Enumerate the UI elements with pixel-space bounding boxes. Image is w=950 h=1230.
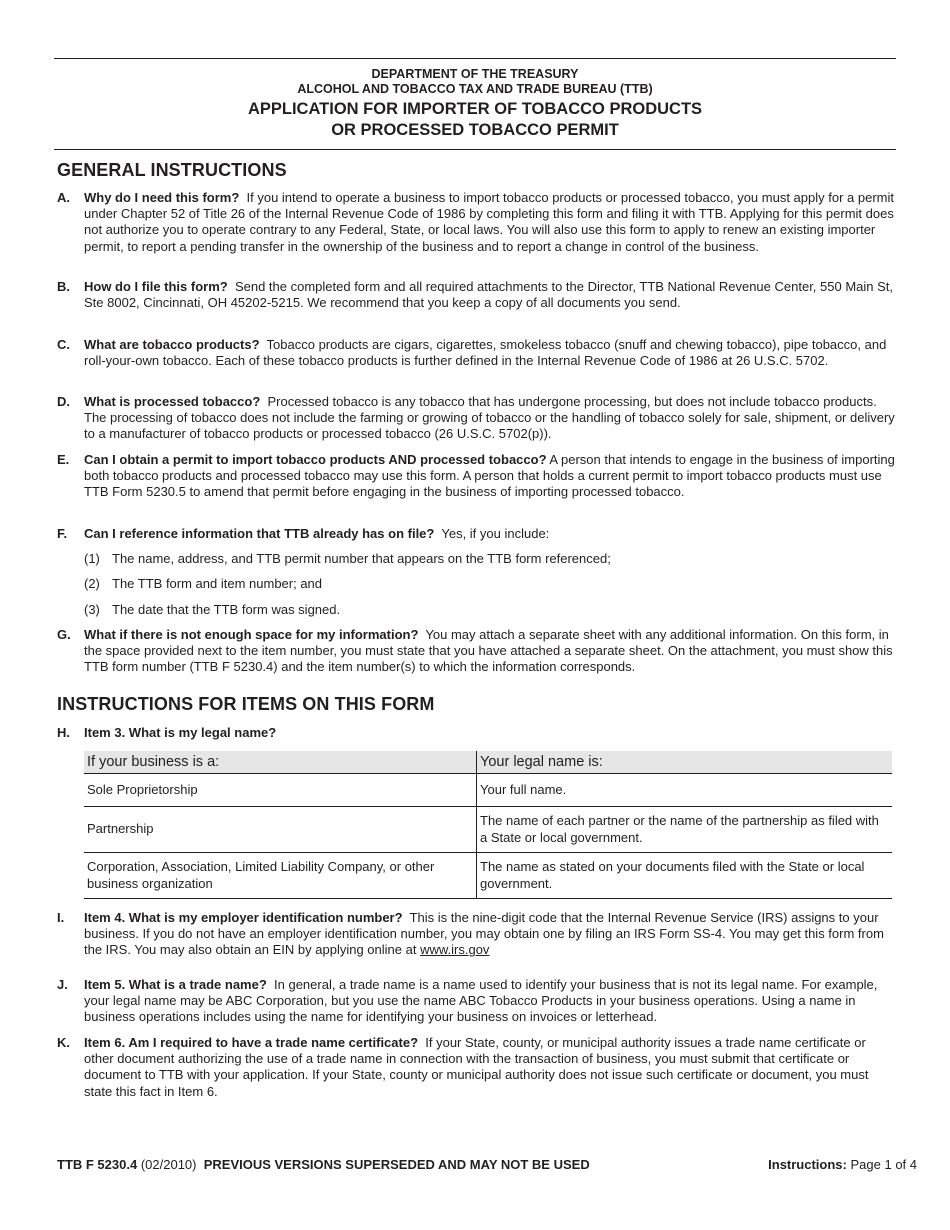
legal-name-cell: The name of each partner or the name of the partnership as filed with a State or local government.	[477, 807, 893, 853]
instruction-item-h	[57, 725, 897, 741]
subitem-number: (1)	[84, 551, 100, 566]
item-question: Item 4. What is my employer identification number?	[84, 910, 403, 925]
subitem-text: The name, address, and TTB permit number that appears on the TTB form referenced;	[112, 551, 611, 566]
subitem-number: (2)	[84, 576, 100, 591]
item-letter: H.	[57, 725, 70, 740]
instruction-item-j	[57, 977, 897, 1026]
legal-name-cell: Your full name.	[477, 774, 893, 807]
item-question: Why do I need this form?	[84, 190, 240, 205]
item-text: Send the completed form and all required attachments to the Director, TTB National Revenue Center, 550 Main St, Ste 8002, Cincinnati, OH 45202-5215. We recommend that you keep a copy of all documents you send.	[84, 279, 894, 311]
form-footer-left	[57, 1157, 590, 1172]
instruction-item-i	[57, 910, 897, 959]
item-question: Can I reference information that TTB already has on file?	[84, 526, 435, 541]
item-letter: J.	[57, 977, 68, 992]
column-header-business: If your business is a:	[84, 751, 477, 774]
item-text: Tobacco products are cigars, cigarettes, smokeless tobacco (snuff and chewing tobacco), pipe tobacco, and roll-your-own tobacco. Each of these tobacco products is further defined in the Internal Revenue Code of 1986 at 26 U.S.C. 5702.	[84, 337, 887, 369]
business-type-cell: Sole Proprietorship	[84, 774, 477, 807]
f-subitem-2	[84, 576, 322, 591]
item-text: You may attach a separate sheet with any additional information. On this form, in the space provided next to the item number, you must state that you have attached a separate sheet. On the attachment, you must show this TTB form number (TTB F 5230.4) and the item number(s) to which the information corresponds.	[84, 627, 893, 675]
item-question: What if there is not enough space for my information?	[84, 627, 419, 642]
instruction-item-e	[57, 452, 897, 501]
f-subitem-3	[84, 602, 340, 617]
page-label: Instructions:	[768, 1157, 847, 1172]
item-text: A person that intends to engage in the business of importing both tobacco products and processed tobacco may use this form. A person that holds a current permit to import tobacco products must use TTB Form 5230.5 to amend that permit before engaging in the business of importing processed tobacco.	[84, 452, 895, 500]
legal-name-table	[84, 751, 892, 899]
item-letter: F.	[57, 526, 68, 541]
item-letter: K.	[57, 1035, 70, 1050]
item-letter: G.	[57, 627, 71, 642]
bureau-name: ALCOHOL AND TOBACCO TAX AND TRADE BUREAU (TTB)	[297, 82, 653, 96]
item-text: If your State, county, or municipal authority issues a trade name certificate or other document authorizing the use of a trade name in connection with the transaction of business, you must submit that certificate or document to TTB with your application. If your State, county or municipal authority does not issue such certificate or document, you must state this fact in Item 6.	[84, 1035, 869, 1099]
instruction-item-g	[57, 627, 897, 676]
business-type-cell: Corporation, Association, Limited Liability Company, or other business organization	[84, 853, 477, 899]
subitem-text: The date that the TTB form was signed.	[112, 602, 341, 617]
item-question: Item 5. What is a trade name?	[84, 977, 267, 992]
instruction-item-d	[57, 394, 897, 443]
item-text: Processed tobacco is any tobacco that has undergone processing, but does not include tobacco products. The processing of tobacco does not include the farming or growing of tobacco or the handling of tobacco solely for sale, shipment, or delivery to a manufacturer of tobacco products or processed tobacco (26 U.S.C. 5702(p)).	[84, 394, 895, 442]
form-number: TTB F 5230.4	[57, 1157, 138, 1172]
irs-website-link[interactable]: www.irs.gov	[420, 942, 490, 958]
page-number: Page 1 of 4	[850, 1157, 917, 1172]
item-letter: C.	[57, 337, 70, 352]
item-text: This is the nine-digit code that the Internal Revenue Service (IRS) assigns to your business. If you do not have an employer identification number, you may obtain one by filing an IRS Form SS-4. You may get this form from the IRS. You may also obtain an EIN by applying online at	[84, 910, 884, 958]
table-header-row	[84, 751, 892, 774]
instruction-item-f	[57, 526, 897, 542]
item-question: How do I file this form?	[84, 279, 228, 294]
instruction-item-b	[57, 279, 897, 311]
items-instructions-heading: INSTRUCTIONS FOR ITEMS ON THIS FORM	[57, 694, 435, 714]
subitem-text: The TTB form and item number; and	[112, 576, 323, 591]
item-question: What are tobacco products?	[84, 337, 260, 352]
item-text: In general, a trade name is a name used to identify your business that is not its legal name. For example, your legal name may be ABC Corporation, but you use the name ABC Tobacco Products in your business operations. Using a name in business operations includes using the name for identifying your business on invoices or letterhead.	[84, 977, 878, 1025]
form-title-line1: APPLICATION FOR IMPORTER OF TOBACCO PRODUCTS	[247, 100, 703, 118]
header-top-rule	[54, 58, 896, 59]
column-header-legal-name: Your legal name is:	[477, 751, 893, 774]
item-letter: A.	[57, 190, 70, 205]
department-name: DEPARTMENT OF THE TREASURY	[371, 67, 579, 81]
item-letter: E.	[57, 452, 70, 467]
instruction-item-a	[57, 190, 897, 255]
item-question: What is processed tobacco?	[84, 394, 261, 409]
item-letter: D.	[57, 394, 70, 409]
f-subitem-1	[84, 551, 611, 566]
item-letter: B.	[57, 279, 70, 294]
table-row	[84, 807, 892, 853]
item-question: Item 6. Am I required to have a trade name certificate?	[84, 1035, 419, 1050]
form-title-line2: OR PROCESSED TOBACCO PERMIT	[331, 121, 619, 139]
general-instructions-heading: GENERAL INSTRUCTIONS	[57, 160, 287, 180]
table-row	[84, 774, 892, 807]
subitem-number: (3)	[84, 602, 100, 617]
item-text: Yes, if you include:	[441, 526, 550, 541]
item-letter: I.	[57, 910, 65, 925]
form-version: (02/2010)	[140, 1157, 197, 1172]
item-question: Item 3. What is my legal name?	[84, 725, 277, 740]
instruction-item-c	[57, 337, 897, 369]
item-question: Can I obtain a permit to import tobacco products AND processed tobacco?	[84, 452, 547, 467]
header-bottom-rule	[54, 149, 896, 150]
table-row	[84, 853, 892, 899]
form-footer-right	[768, 1157, 917, 1172]
instruction-item-k	[57, 1035, 897, 1100]
legal-name-cell: The name as stated on your documents filed with the State or local government.	[477, 853, 893, 899]
business-type-cell: Partnership	[84, 807, 477, 853]
item-text: If you intend to operate a business to import tobacco products or processed tobacco, you must apply for a permit under Chapter 52 of Title 26 of the Internal Revenue Code of 1986 by completing this form and filing it with TTB. Applying for this permit does not authorize you to operate contrary to any Federal, State, or local laws. You will also use this form to apply to renew an existing importer permit, to report a pending transfer in the ownership of the business and to report a change in control of the business.	[84, 190, 894, 254]
supersede-notice: PREVIOUS VERSIONS SUPERSEDED AND MAY NOT BE USED	[203, 1157, 590, 1172]
